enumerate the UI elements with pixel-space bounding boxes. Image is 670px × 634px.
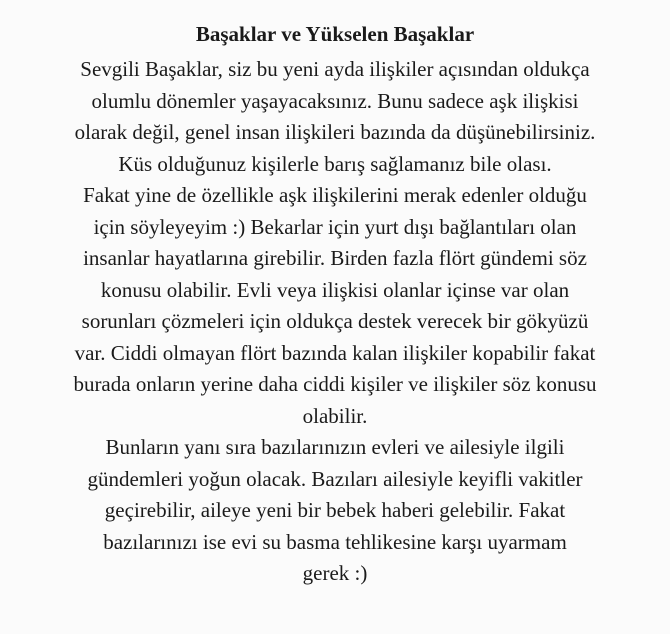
text-line: gündemleri yoğun olacak. Bazıları ailesiyle keyifli vakitler [87,466,583,491]
document-body [0,54,670,590]
text-line: Fakat yine de özellikle aşk ilişkilerini merak edenler olduğu [83,183,587,207]
text-line: olarak değil, genel insan ilişkileri bazında da düşünebilirsiniz. [74,120,596,144]
document-title: Başaklar ve Yükselen Başaklar [195,22,475,46]
text-line: Küs olduğunuz kişilerle barış sağlamanız bile olası. [118,151,552,176]
text-line: olumlu dönemler yaşayacaksınız. Bunu sadece aşk ilişkisi [91,88,579,113]
text-line: sorunları çözmeleri için oldukça destek verecek bir gökyüzü [81,309,589,333]
text-line: Sevgili Başaklar, siz bu yeni ayda ilişkiler açısından oldukça [80,57,590,81]
text-line: konusu olabilir. Evli veya ilişkisi olanlar içinse var olan [100,277,570,302]
text-line: gerek :) [302,561,368,585]
text-line: burada onların yerine daha ciddi kişiler ve ilişkiler söz konusu [73,372,597,396]
text-line: Bunların yanı sıra bazılarınızın evleri ve ailesiyle ilgili [105,435,565,459]
text-line: geçirebilir, aileye yeni bir bebek haberi gelebilir. Fakat [104,498,566,522]
text-line: var. Ciddi olmayan flört bazında kalan ilişkiler kopabilir fakat [74,340,596,365]
text-line: bazılarınızı ise evi su basma tehlikesine karşı uyarmam [103,529,567,554]
text-line: olabilir. [302,403,368,428]
text-line: insanlar hayatlarına girebilir. Birden fazla flört gündemi söz [83,246,587,270]
text-line: için söyleyeyim :) Bekarlar için yurt dışı bağlantıları olan [93,214,577,239]
